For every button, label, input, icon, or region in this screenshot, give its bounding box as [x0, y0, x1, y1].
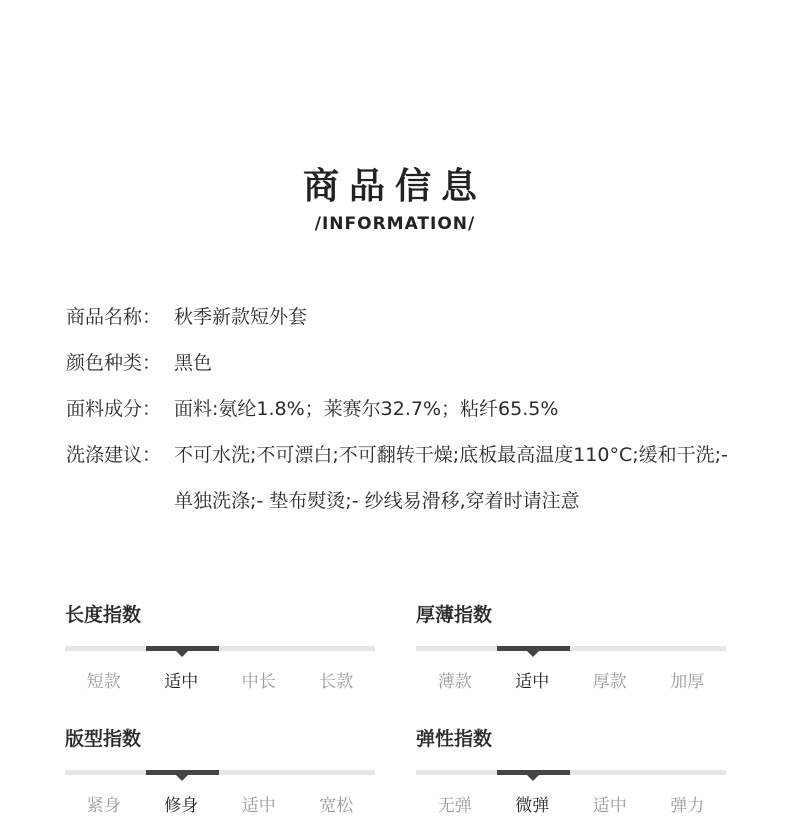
length-gauge	[65, 600, 375, 692]
gauge-option: 加厚	[670, 672, 705, 692]
info-row-color	[66, 340, 746, 386]
info-value: 黑色	[174, 352, 213, 374]
info-value: 面料:氨纶1.8%；莱赛尔32.7%；粘纤65.5%	[174, 398, 559, 420]
gauge-title: 版型指数	[65, 728, 142, 750]
gauge-option: 无弹	[437, 796, 472, 816]
gauge-option: 长款	[319, 672, 354, 692]
gauge-track	[65, 770, 375, 775]
info-value: 秋季新款短外套	[174, 306, 308, 328]
gauge-option: 适中	[592, 796, 627, 816]
gauge-title: 厚薄指数	[416, 604, 493, 626]
gauge-option: 修身	[164, 796, 199, 816]
gauge-option: 适中	[164, 672, 199, 692]
info-value: 不可水洗;不可漂白;不可翻转干燥;底板最高温度110°C;缓和干洗;- 单独洗涤;- 垫布熨烫;- 纱线易滑移,穿着时请注意	[174, 444, 728, 512]
gauge-option: 弹力	[670, 796, 705, 816]
gauge-option: 薄款	[437, 672, 472, 692]
info-label: 商品名称：	[66, 306, 162, 328]
page-title: 商品信息	[302, 166, 487, 207]
gauge-option: 宽松	[319, 796, 354, 816]
page-subtitle: /INFORMATION/	[314, 214, 476, 234]
gauge-title: 长度指数	[65, 604, 142, 626]
gauge-pointer-icon	[176, 775, 188, 781]
gauge-pointer-icon	[527, 651, 539, 657]
gauge-title: 弹性指数	[416, 728, 493, 750]
info-row-name	[66, 294, 746, 340]
gauge-track	[416, 770, 726, 775]
gauge-option: 紧身	[86, 796, 121, 816]
gauge-option: 微弹	[515, 796, 550, 816]
gauge-track	[65, 646, 375, 651]
gauge-option: 短款	[86, 672, 121, 692]
info-row-care	[66, 432, 746, 524]
product-info	[66, 294, 746, 524]
gauge-option: 中长	[241, 672, 276, 692]
info-label: 颜色种类：	[66, 352, 162, 374]
gauge-pointer-icon	[527, 775, 539, 781]
info-label: 洗涤建议：	[66, 444, 162, 466]
gauge-option: 适中	[241, 796, 276, 816]
gauge-track	[416, 646, 726, 651]
info-label: 面料成分：	[66, 398, 162, 420]
elasticity-gauge	[416, 724, 726, 816]
gauge-option: 厚款	[592, 672, 627, 692]
gauge-option: 适中	[515, 672, 550, 692]
info-row-material	[66, 386, 746, 432]
fit-gauge	[65, 724, 375, 816]
thickness-gauge	[416, 600, 726, 692]
gauge-pointer-icon	[176, 651, 188, 657]
